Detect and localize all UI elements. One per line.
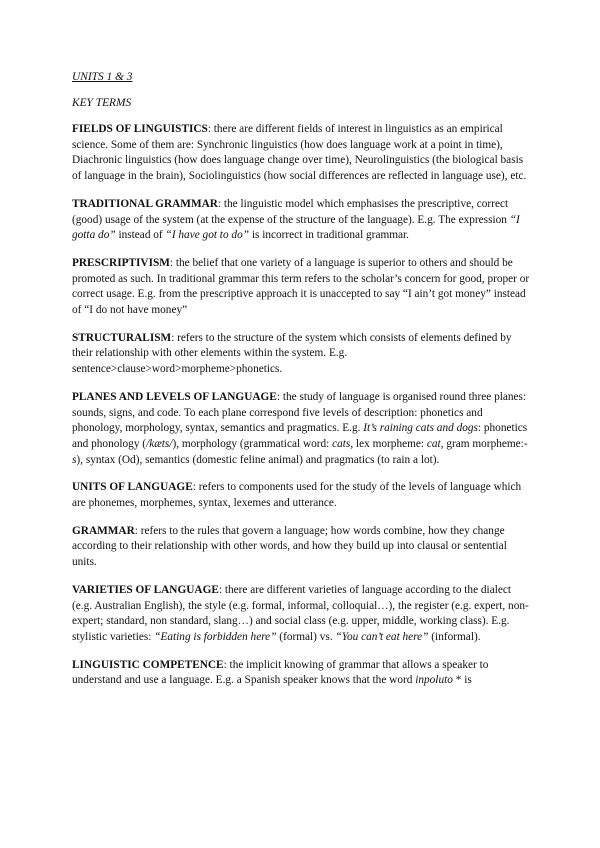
example-text: inpoluto	[415, 674, 453, 687]
term-definition: is incorrect in traditional grammar.	[249, 229, 410, 242]
document-subtitle: KEY TERMS	[72, 97, 132, 109]
document-page	[72, 70, 530, 701]
example-text: -s	[72, 437, 528, 466]
term-heading: PRESCRIPTIVISM	[72, 256, 170, 269]
term-heading: STRUCTURALISM	[72, 331, 172, 344]
term-definition: , lex morpheme:	[350, 437, 427, 450]
document-title: UNITS 1 & 3	[72, 71, 133, 83]
term-definition: : there are different fields of interest in linguistics as an empirical science. Some of them are: Synchronic linguistics (how does language work at a point in time), Diachronic linguistics (how does language change over time), Neurolinguistics (the biological basis of language in the brain), Sociolinguistics (how social differences are reflected in language use), etc.	[72, 123, 527, 183]
term-definition: : the implicit knowing of grammar that allows a speaker to understand and use a language. E.g. a Spanish speaker knows that the word	[72, 658, 489, 687]
term-definition: ), syntax (Od), semantics (domestic feline animal) and pragmatics (to rain a lot).	[76, 453, 440, 466]
term-heading: UNITS OF LANGUAGE	[72, 481, 193, 494]
example-text: “Eating is forbidden here”	[154, 630, 277, 643]
entry-linguistic-competence	[72, 658, 530, 689]
term-definition: instead of	[115, 229, 166, 242]
term-definition: (formal) vs.	[276, 630, 336, 643]
term-heading: PLANES AND LEVELS OF LANGUAGE	[72, 390, 277, 403]
example-text: “I gotta do”	[72, 213, 520, 242]
term-heading: LINGUISTIC COMPETENCE	[72, 658, 224, 671]
term-definition: : the belief that one variety of a language is superior to others and should be promoted as such. In traditional grammar this term refers to the scholar’s concern for good, proper or correct usage. E.g. from the prescriptive approach it is unaccepted to say “I ain’t got money” instead of “I do not have money”	[72, 256, 530, 317]
example-text: cat	[426, 437, 441, 450]
term-definition: : refers to the rules that govern a language; how words combine, how they change according to their relationship with other words, and how they build up into clausal or sentential units.	[72, 524, 507, 569]
entry-grammar	[72, 524, 530, 571]
example-text: cats	[332, 437, 351, 450]
term-heading: GRAMMAR	[72, 524, 135, 537]
term-definition: * is	[452, 674, 472, 687]
term-heading: TRADITIONAL GRAMMAR	[72, 197, 218, 210]
term-definition: (informal).	[428, 630, 481, 643]
example-text: /kæts/	[146, 437, 173, 450]
term-definition: , gram morpheme:	[440, 437, 524, 450]
entry-traditional-grammar	[72, 197, 530, 244]
entry-varieties-of-language	[72, 583, 530, 646]
example-text: “You can’t eat here”	[335, 630, 429, 643]
term-definition: : the linguistic model which emphasises the prescriptive, correct (good) usage of the system (at the expense of the structure of the language). E.g. The expression	[72, 197, 510, 226]
term-heading: FIELDS OF LINGUISTICS	[72, 123, 208, 135]
entry-fields-of-linguistics	[72, 122, 530, 185]
entry-prescriptivism	[72, 256, 530, 319]
entry-structuralism	[72, 331, 530, 378]
term-definition: : refers to the structure of the system which consists of elements defined by their relationship with other elements within the system. E.g. sentence>clause>word>morpheme>phonetics.	[72, 331, 512, 376]
term-definition: : there are different varieties of language according to the dialect (e.g. Australian English), the style (e.g. formal, informal, colloquial…), the register (e.g. expert, non-expert; standard, non standard, slang…) and social class (e.g. upper, middle, working class). E.g. stylistic varieties:	[72, 583, 529, 643]
example-text: “I have got to do”	[165, 229, 250, 242]
term-definition: ), morphology (grammatical word:	[172, 437, 333, 450]
entry-units-of-language	[72, 480, 530, 511]
term-definition: : refers to components used for the study of the levels of language which are phonemes, morphemes, syntax, lexemes and utterance.	[72, 481, 522, 510]
example-text: It’s raining cats and dogs	[363, 422, 478, 435]
entry-planes-and-levels	[72, 390, 530, 469]
term-definition: : phonetics and phonology (	[72, 422, 528, 450]
term-heading: VARIETIES OF LANGUAGE	[72, 583, 219, 596]
term-definition: : the study of language is organised round three planes: sounds, signs, and code. To each plane correspond five levels of description: phonetics and phonology, morphology, syntax, semantics and pragmatics. E.g.	[72, 390, 527, 435]
